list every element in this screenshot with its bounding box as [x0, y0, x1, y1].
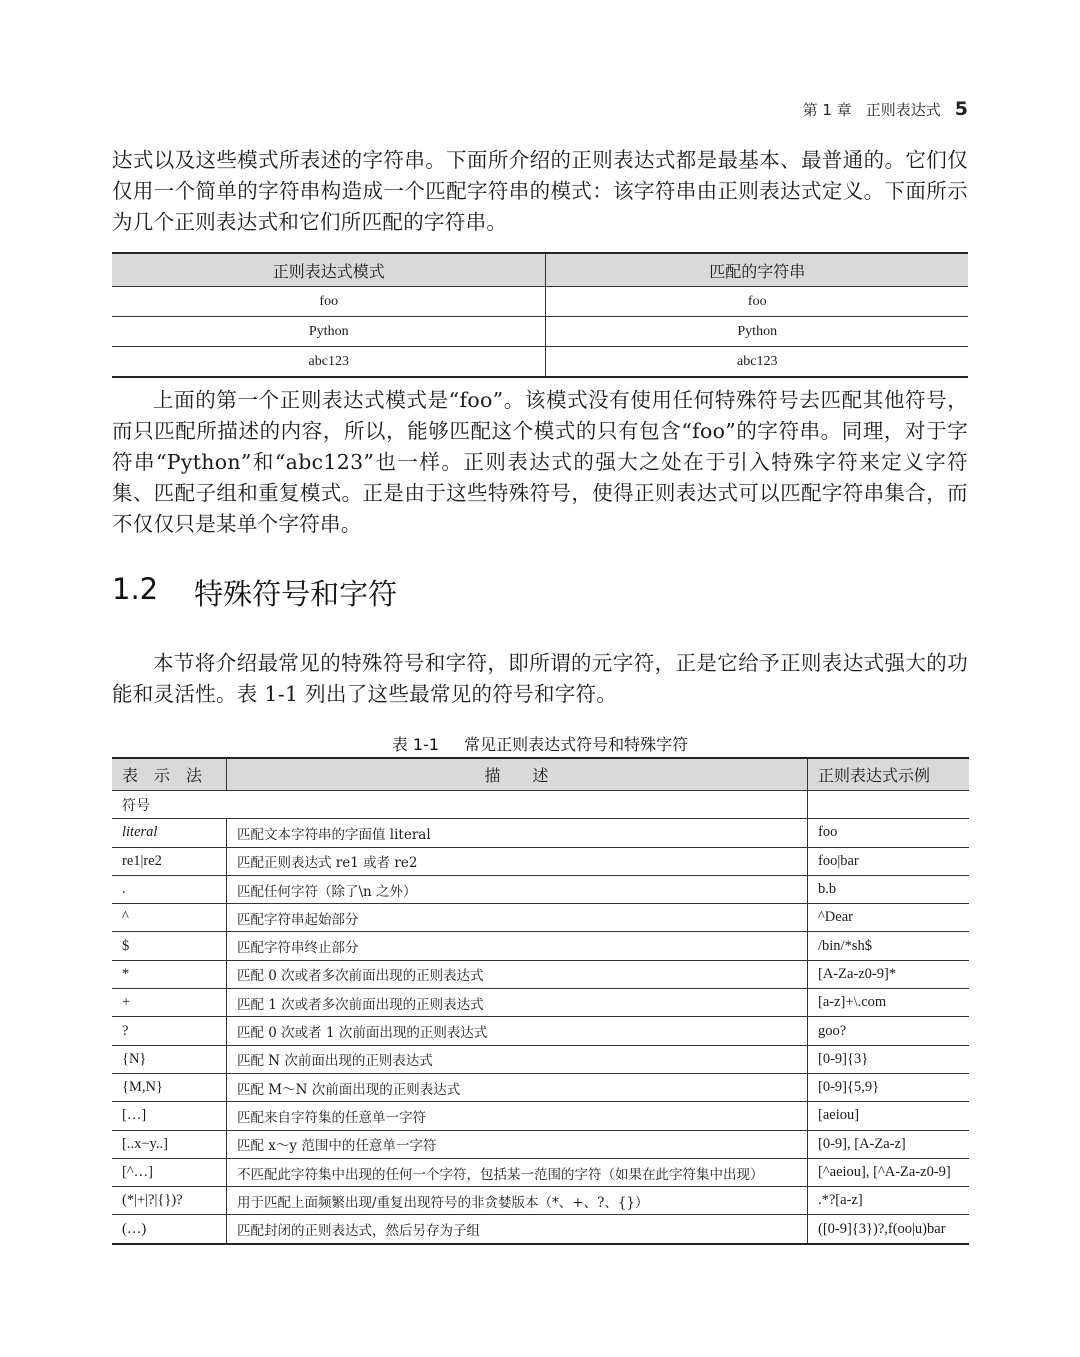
group-empty-cell — [808, 791, 970, 819]
table-row — [112, 1045, 969, 1073]
notation-cell: . — [112, 875, 227, 903]
example-cell: [A-Za-z0-9]* — [808, 960, 970, 988]
chapter-label: 第 1 章 — [802, 101, 852, 119]
notation-cell: * — [112, 960, 227, 988]
example-cell: ([0-9]{3})?,f(oo|u)bar — [808, 1215, 970, 1244]
pattern-cell: abc123 — [112, 347, 546, 378]
example-cell: foo — [808, 819, 970, 847]
table-caption-title: 常见正则表达式符号和特殊字符 — [464, 735, 689, 754]
table-row — [112, 875, 969, 903]
group-row — [112, 791, 969, 819]
table-row — [112, 1187, 969, 1215]
table-row — [112, 989, 969, 1017]
description-cell: 匹配 1 次或者多次前面出现的正则表达式 — [227, 989, 808, 1017]
intro-paragraph: 达式以及这些模式所表述的字符串。下面所介绍的正则表达式都是最基本、最普通的。它们仅仅用一个简单的字符串构造成一个匹配字符串的模式：该字符串由正则表达式定义。下面所示为几个正则表达式和它们所匹配的字符串。 — [112, 148, 968, 234]
description-cell: 用于匹配上面频繁出现/重复出现符号的非贪婪版本（*、+、?、{}） — [227, 1187, 808, 1215]
table-row — [112, 847, 969, 875]
running-header — [803, 98, 968, 120]
description-cell: 匹配 0 次或者多次前面出现的正则表达式 — [227, 960, 808, 988]
chapter-title: 正则表达式 — [865, 101, 941, 119]
description-cell: 匹配封闭的正则表达式，然后另存为子组 — [227, 1215, 808, 1244]
column-header-example: 正则表达式示例 — [808, 758, 970, 791]
notation-cell: ^ — [112, 904, 227, 932]
notation-cell: (*|+|?|{})? — [112, 1187, 227, 1215]
notation-cell: [^…] — [112, 1158, 227, 1186]
description-cell: 匹配 M～N 次前面出现的正则表达式 — [227, 1073, 808, 1101]
group-label: 符号 — [112, 791, 808, 819]
table-row — [112, 287, 968, 317]
table-header-row — [112, 758, 969, 791]
column-header-match: 匹配的字符串 — [546, 253, 968, 287]
pattern-cell: foo — [112, 287, 546, 317]
table-row — [112, 1215, 969, 1244]
example-cell: /bin/*sh$ — [808, 932, 970, 960]
example-cell: ^Dear — [808, 904, 970, 932]
match-cell: foo — [546, 287, 968, 317]
notation-cell: [..x−y..] — [112, 1130, 227, 1158]
example-cell: [aeiou] — [808, 1102, 970, 1130]
notation-cell: ? — [112, 1017, 227, 1045]
example-cell: .*?[a-z] — [808, 1187, 970, 1215]
table-caption — [0, 732, 1080, 755]
table-caption-number: 表 1-1 — [391, 735, 440, 754]
example-cell: foo|bar — [808, 847, 970, 875]
table-header-row — [112, 253, 968, 287]
match-cell: abc123 — [546, 347, 968, 378]
table-row — [112, 819, 969, 847]
example-cell: [0-9]{3} — [808, 1045, 970, 1073]
regex-symbol-table — [112, 757, 969, 1245]
example-cell: [0-9], [A-Za-z] — [808, 1130, 970, 1158]
table-row — [112, 317, 968, 347]
explanation-paragraph: 上面的第一个正则表达式模式是“foo”。该模式没有使用任何特殊符号去匹配其他符号，而只匹配所描述的内容，所以，能够匹配这个模式的只有包含“foo”的字符串。同理，对于字符串“Python”和“abc123”也一样。正则表达式的强大之处在于引入特殊字符来定义字符集、匹配子组和重复模式。正是由于这些特殊符号，使得正则表达式可以匹配字符串集合，而不仅仅只是某单个字符串。 — [112, 388, 968, 536]
section-title: 特殊符号和字符 — [194, 577, 398, 611]
table-row — [112, 1158, 969, 1186]
table-row — [112, 1130, 969, 1158]
pattern-cell: Python — [112, 317, 546, 347]
section-intro-paragraph: 本节将介绍最常见的特殊符号和字符，即所谓的元字符，正是它给予正则表达式强大的功能和灵活性。表 1-1 列出了这些最常见的符号和字符。 — [112, 651, 968, 706]
notation-cell: (…) — [112, 1215, 227, 1244]
page-number: 5 — [954, 98, 968, 120]
section-number: 1.2 — [112, 572, 159, 606]
example-cell: [a-z]+\.com — [808, 989, 970, 1017]
notation-cell: {M,N} — [112, 1073, 227, 1101]
description-cell: 匹配正则表达式 re1 或者 re2 — [227, 847, 808, 875]
description-cell: 匹配字符串终止部分 — [227, 932, 808, 960]
notation-cell: $ — [112, 932, 227, 960]
notation-cell: {N} — [112, 1045, 227, 1073]
example-cell: b.b — [808, 875, 970, 903]
column-header-notation: 表 示 法 — [112, 758, 227, 791]
column-header-pattern: 正则表达式模式 — [112, 253, 546, 287]
notation-cell: + — [112, 989, 227, 1017]
simple-pattern-table — [112, 252, 968, 378]
section-heading — [112, 572, 397, 613]
table-row — [112, 904, 969, 932]
description-cell: 匹配 x～y 范围中的任意单一字符 — [227, 1130, 808, 1158]
description-cell: 不匹配此字符集中出现的任何一个字符，包括某一范围的字符（如果在此字符集中出现） — [227, 1158, 808, 1186]
notation-cell: re1|re2 — [112, 847, 227, 875]
table-row — [112, 1073, 969, 1101]
example-cell: [0-9]{5,9} — [808, 1073, 970, 1101]
description-cell: 匹配 0 次或者 1 次前面出现的正则表达式 — [227, 1017, 808, 1045]
column-header-description: 描 述 — [227, 758, 808, 791]
description-cell: 匹配任何字符（除了\n 之外） — [227, 875, 808, 903]
description-cell: 匹配来自字符集的任意单一字符 — [227, 1102, 808, 1130]
table-row — [112, 932, 969, 960]
table-row — [112, 960, 969, 988]
description-cell: 匹配字符串起始部分 — [227, 904, 808, 932]
description-cell: 匹配文本字符串的字面值 literal — [227, 819, 808, 847]
table-row — [112, 1102, 969, 1130]
notation-cell: literal — [112, 819, 227, 847]
example-cell: goo? — [808, 1017, 970, 1045]
description-cell: 匹配 N 次前面出现的正则表达式 — [227, 1045, 808, 1073]
match-cell: Python — [546, 317, 968, 347]
table-row — [112, 347, 968, 378]
example-cell: [^aeiou], [^A-Za-z0-9] — [808, 1158, 970, 1186]
table-row — [112, 1017, 969, 1045]
notation-cell: […] — [112, 1102, 227, 1130]
